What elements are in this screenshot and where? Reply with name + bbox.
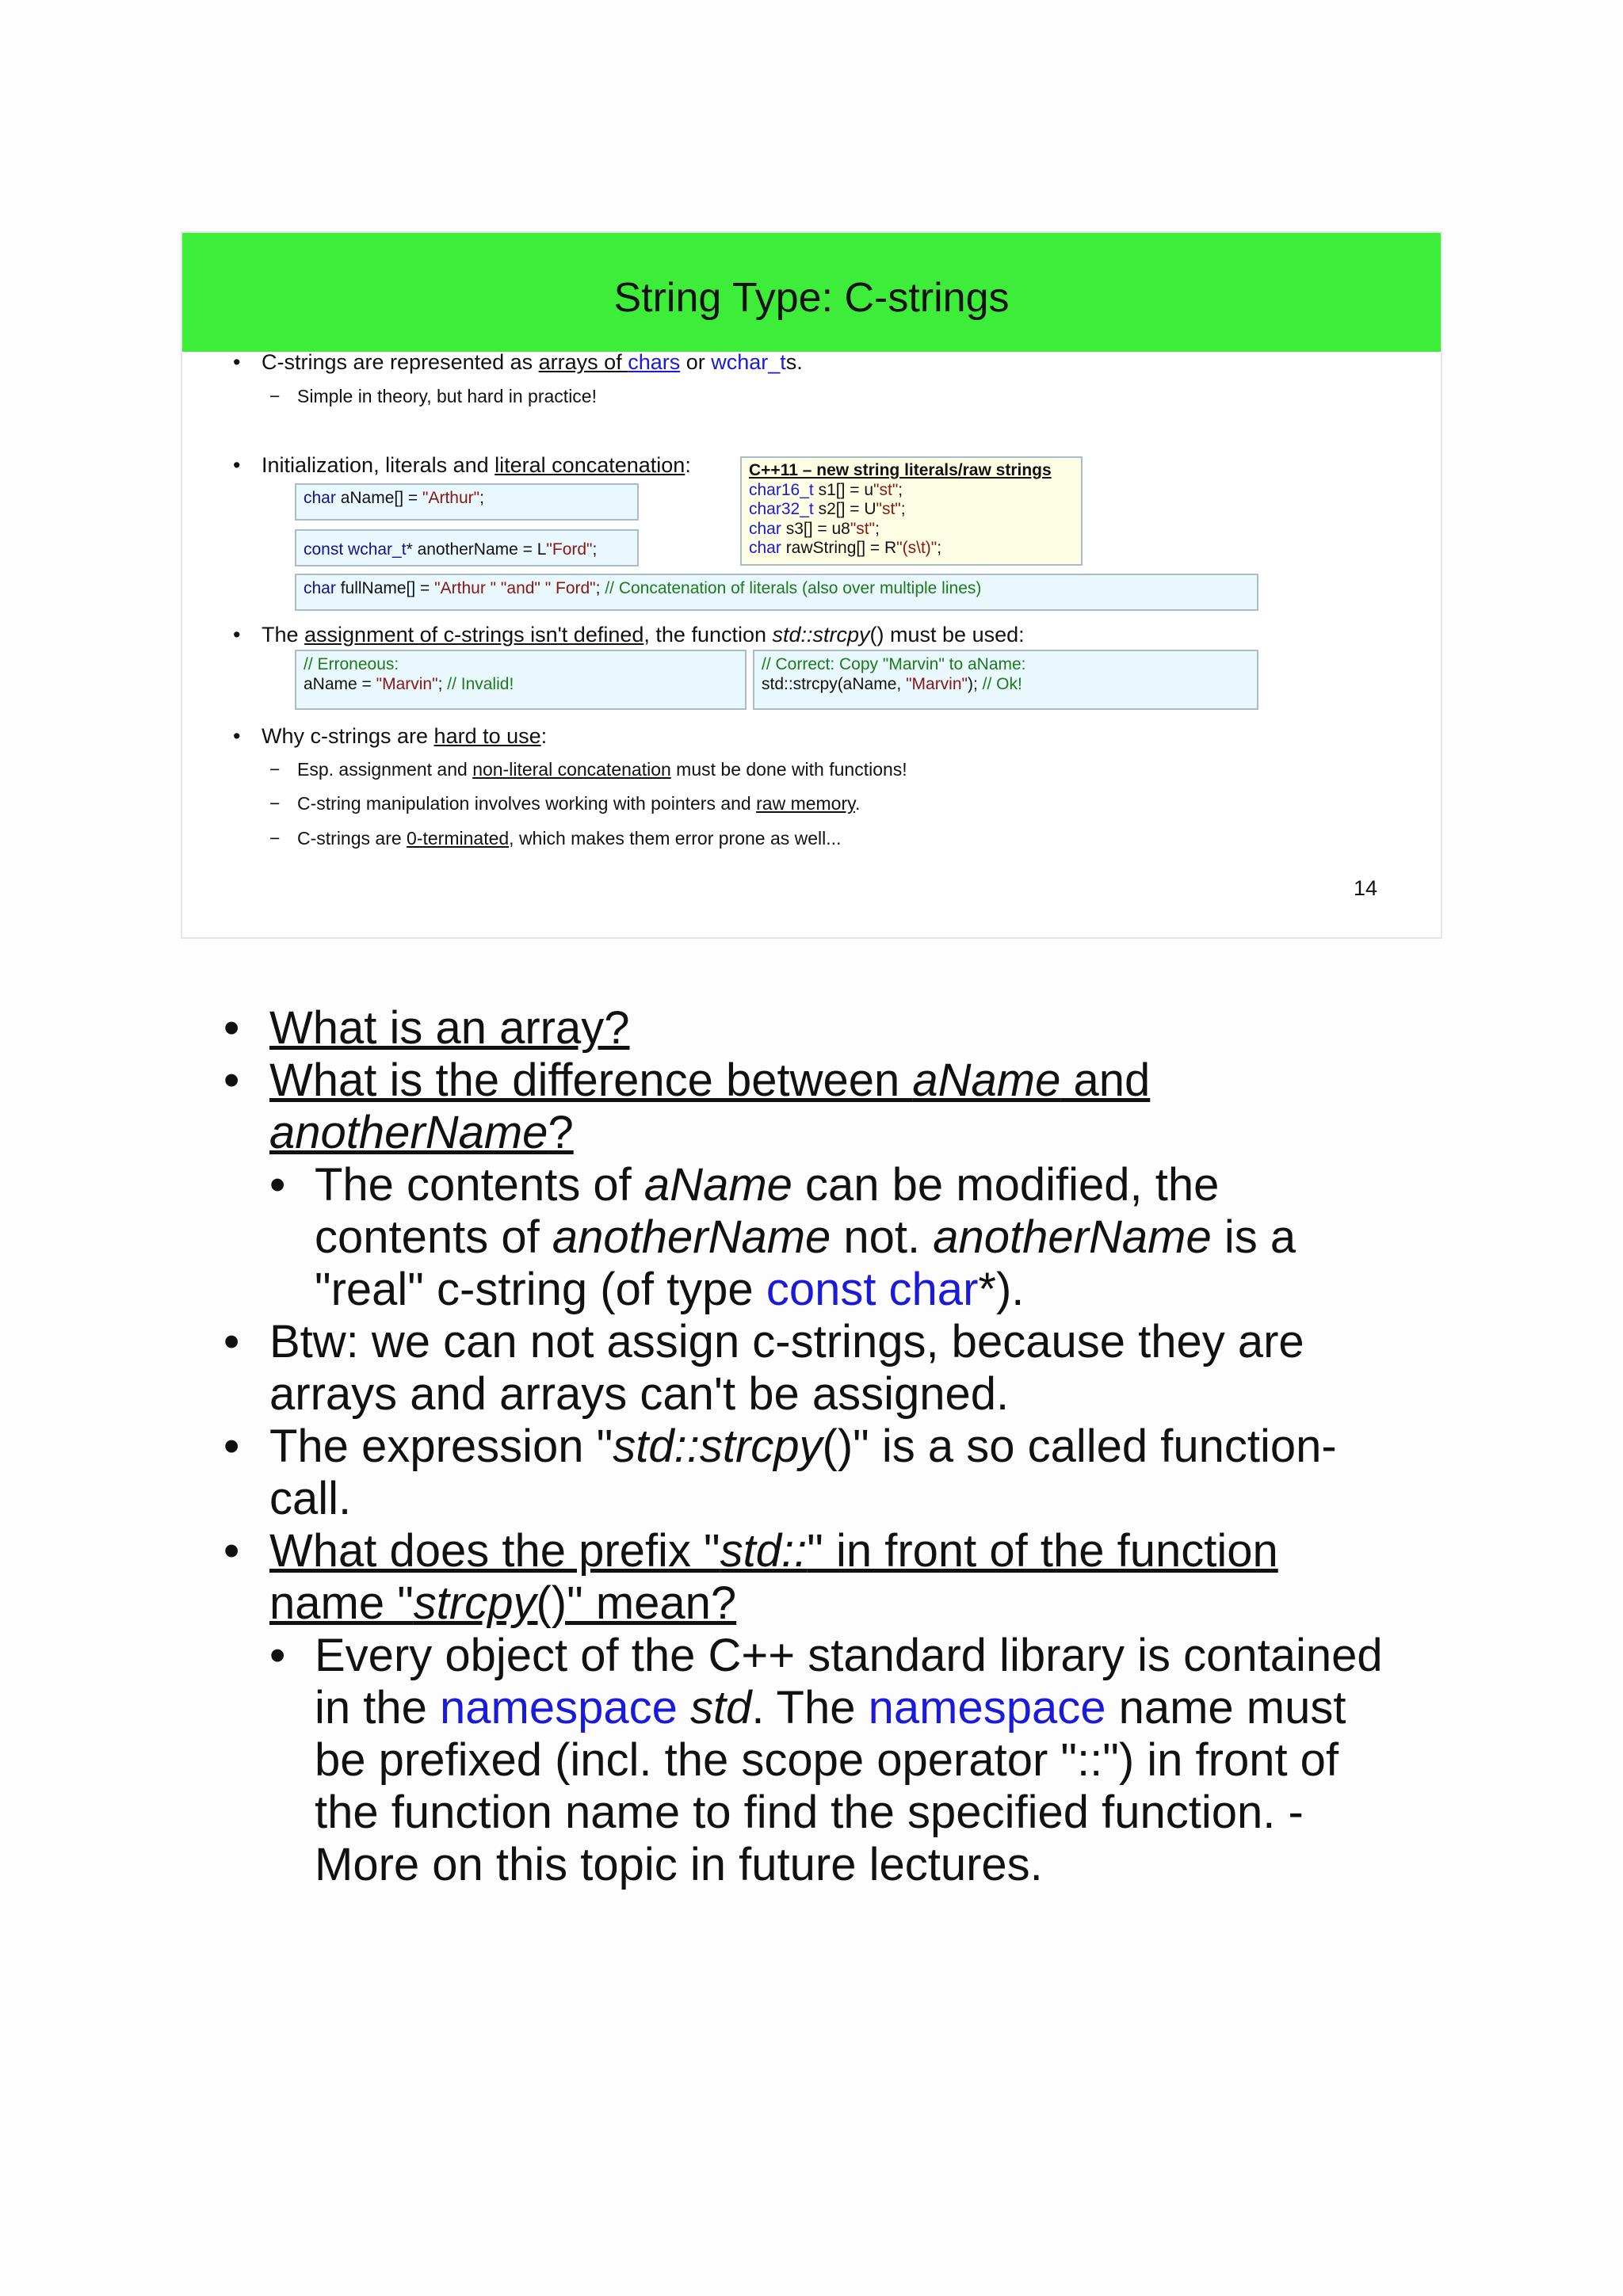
code-box-correct: // Correct: Copy "Marvin" to aName: std::strcpy(aName, "Marvin"); // Ok! xyxy=(753,650,1258,710)
slide-header xyxy=(182,233,1441,352)
code-box-cpp11 xyxy=(740,456,1083,566)
bullet-hard-to-use: Why c-strings are hard to use: xyxy=(262,724,548,748)
code-box-erroneous: // Erroneous: aName = "Marvin"; // Invalid! xyxy=(295,650,747,710)
code-box-anothername: const wchar_t* anotherName = L"Ford"; xyxy=(295,529,639,566)
dash-icon: − xyxy=(269,386,281,406)
note-answer-difference: The contents of aName can be modified, the contents of anotherName not. anotherName is a "real" c-string (of type const char*). xyxy=(315,1159,1296,1315)
bullet-icon: • xyxy=(223,1525,240,1577)
dash-icon: − xyxy=(269,793,281,814)
note-answer-namespace: Every object of the C++ standard library is contained in the namespace std. The namespace name must be prefixed (incl. the scope operator "::") in front of the function name to find the specified function. - More on this topic in future lectures. xyxy=(315,1630,1383,1890)
bullet-assignment: The assignment of c-strings isn't defined, the function std::strcpy() must be used: xyxy=(262,623,1025,646)
bullet-icon: • xyxy=(233,350,241,374)
bullet-icon: • xyxy=(233,724,241,748)
bullet-icon: • xyxy=(233,453,241,477)
link-assignment[interactable]: assignment of c-strings isn't defined xyxy=(304,623,644,646)
cpp11-box-title: C++11 – new string literals/raw strings xyxy=(749,461,1052,479)
sub-bullet-terminated: C-strings are 0-terminated, which makes them error prone as well... xyxy=(297,828,842,849)
code-box-fullname: char fullName[] = "Arthur " "and" " Ford"; // Concatenation of literals (also over multiple lines) xyxy=(295,574,1258,611)
bullet-icon: • xyxy=(223,1421,240,1472)
link-non-literal-concatenation[interactable]: non-literal concatenation xyxy=(472,759,671,780)
page-number: 14 xyxy=(1353,876,1377,900)
bullet-icon: • xyxy=(269,1159,286,1211)
bullet-icon: • xyxy=(223,1055,240,1106)
link-literal-concatenation[interactable]: literal concatenation xyxy=(495,453,685,477)
bullet-icon: • xyxy=(223,1002,240,1054)
sub-bullet-assignment: Esp. assignment and non-literal concatenation must be done with functions! xyxy=(297,759,907,780)
link-chars[interactable]: chars xyxy=(628,350,681,374)
note-function-call: The expression "std::strcpy()" is a so called function- call. xyxy=(269,1421,1337,1524)
note-assign-cstrings: Btw: we can not assign c-strings, because they are arrays and arrays can't be assigned. xyxy=(269,1316,1304,1420)
cpp11-line-2: char32_t s2[] = U"st"; xyxy=(749,500,906,518)
slide-frame xyxy=(181,231,1442,939)
cpp11-line-4: char rawString[] = R"(s\t)"; xyxy=(749,539,942,557)
note-question-difference: What is the difference between aName and anotherName? xyxy=(269,1055,1151,1158)
sub-bullet-simple: Simple in theory, but hard in practice! xyxy=(297,386,597,406)
cpp11-line-3: char s3[] = u8"st"; xyxy=(749,519,880,538)
cpp11-line-1: char16_t s1[] = u"st"; xyxy=(749,480,903,499)
dash-icon: − xyxy=(269,828,281,849)
note-question-array: What is an array? xyxy=(269,1002,630,1054)
slide-title: String Type: C-strings xyxy=(613,275,1010,321)
link-raw-memory[interactable]: raw memory xyxy=(756,793,855,814)
link-arrays-of[interactable]: arrays of xyxy=(538,350,628,374)
bullet-cstrings: C-strings are represented as arrays of chars or wchar_ts. xyxy=(262,350,803,374)
link-hard-to-use[interactable]: hard to use xyxy=(433,724,541,748)
code-box-aname: char aName[] = "Arthur"; xyxy=(295,483,639,521)
bullet-icon: • xyxy=(233,623,241,646)
link-0-terminated[interactable]: 0-terminated xyxy=(407,828,510,849)
dash-icon: − xyxy=(269,759,281,780)
bullet-icon: • xyxy=(223,1316,240,1367)
bullet-icon: • xyxy=(269,1630,286,1681)
bullet-initialization: Initialization, literals and literal concatenation: xyxy=(262,453,691,477)
sub-bullet-manipulation: C-string manipulation involves working with pointers and raw memory. xyxy=(297,793,861,814)
note-question-prefix: What does the prefix "std::" in front of the function name "strcpy()" mean? xyxy=(269,1525,1278,1629)
